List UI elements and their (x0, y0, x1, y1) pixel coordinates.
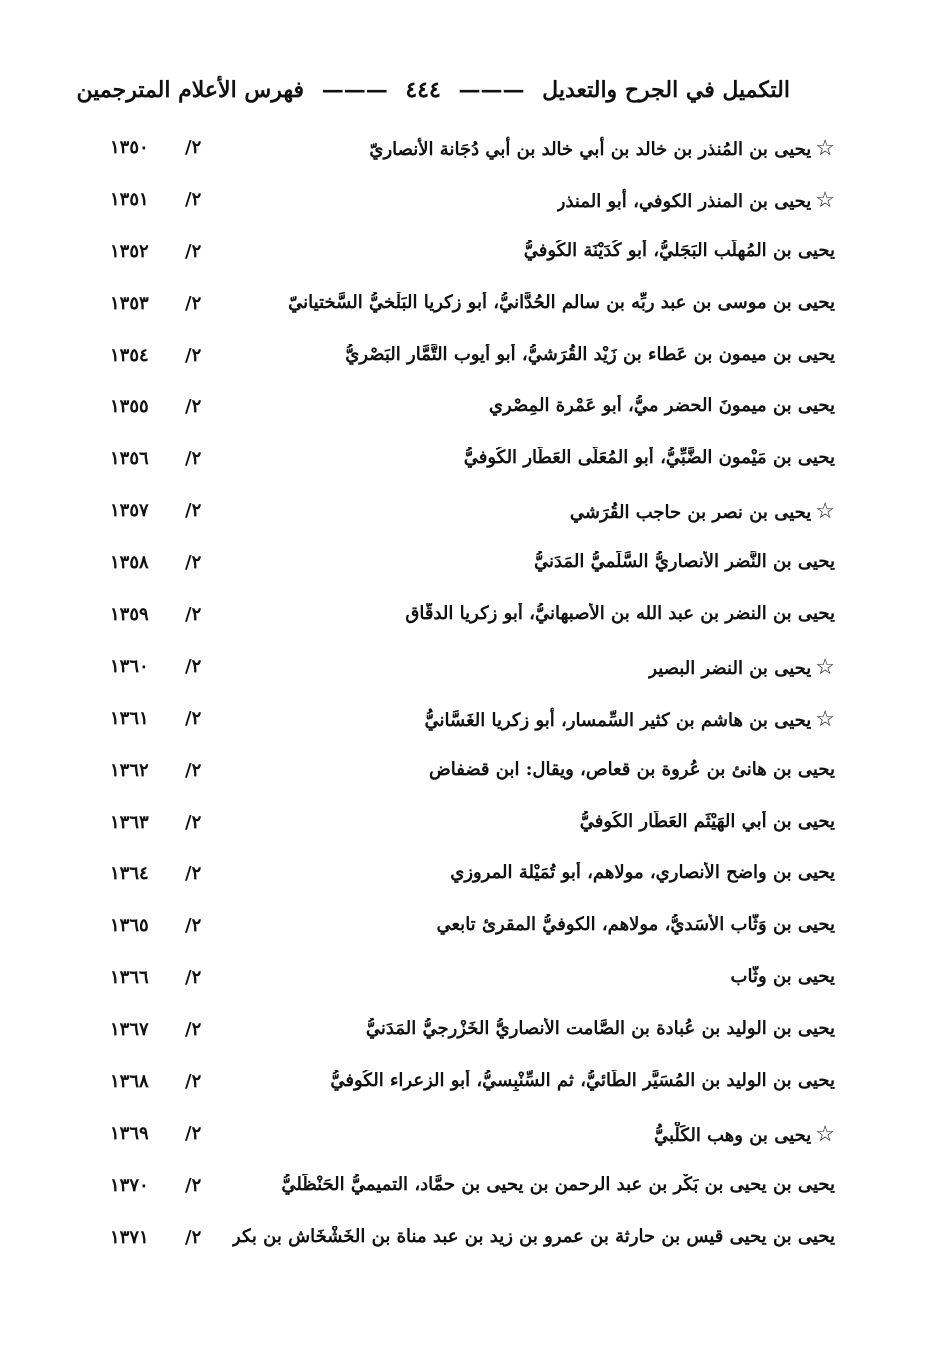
entry-name (489, 395, 835, 416)
entry-name-text: يحيى بن يحيى قيس بن حارثة بن عمرو بن زيد بن عبد مناة بن الخَشْخَاش بن بكر (232, 1225, 835, 1247)
index-entry-row (0, 439, 940, 491)
entry-name (281, 1174, 835, 1195)
entry-volume: ٢/ (185, 759, 202, 781)
index-entry-row (0, 1114, 940, 1166)
star-icon: ☆ (815, 136, 835, 161)
entry-volume: ٢/ (185, 655, 202, 677)
entry-volume: ٢/ (185, 863, 202, 885)
entry-volume: ٢/ (185, 500, 202, 522)
entry-name (405, 603, 835, 624)
entry-number: ١٣٦٣ (110, 811, 149, 833)
entry-number: ١٣٥٠ (110, 137, 149, 158)
index-entry-row (0, 699, 940, 751)
entry-volume: ٢/ (185, 1174, 202, 1196)
index-entry-row (0, 387, 940, 439)
entry-volume: ٢/ (185, 552, 202, 574)
entry-name (450, 862, 835, 883)
index-entry-row (0, 491, 940, 543)
star-icon: ☆ (815, 499, 835, 525)
entry-name (524, 240, 835, 261)
entry-number: ١٣٥٩ (110, 604, 149, 626)
header-page-number: ٤٤٤ (405, 77, 441, 103)
page-header (76, 70, 790, 110)
entry-name (464, 447, 835, 468)
index-entry-row (0, 803, 940, 855)
entry-number: ١٣٦٧ (110, 1019, 149, 1041)
entry-number: ١٣٧٠ (110, 1174, 149, 1196)
entry-number: ١٣٦٥ (110, 915, 149, 937)
entry-volume: ٢/ (185, 188, 202, 210)
entry-name (288, 292, 835, 313)
entry-volume: ٢/ (185, 811, 202, 833)
entry-name-text: يحيى بن وهب الكَلْبيُّ (654, 1124, 812, 1146)
entry-number: ١٣٥٤ (110, 344, 149, 366)
entry-name-text: يحيى بن موسى بن عبد ربِّه بن سالم الحُدَّانيُّ، أبو زكريا البَلْخيُّ السَّختيانيّ (288, 291, 835, 313)
entry-number: ١٣٦١ (110, 707, 149, 729)
header-book-title: التكميل في الجرح والتعديل (542, 77, 790, 103)
entry-name-text: يحيى بن ميمون بن عَطاء بن زَيْد القُرَشيُّ، أبو أيوب التَّمَّار البَصْريُّ (345, 343, 835, 365)
entry-number: ١٣٥٦ (110, 448, 149, 470)
entry-volume: ٢/ (185, 1226, 202, 1248)
entry-name (557, 188, 835, 213)
index-entry-row (0, 1218, 940, 1270)
entry-number: ١٣٥٢ (110, 240, 149, 262)
header-separator: ——— (458, 77, 525, 103)
entry-name-text: يحيى بن وثَّاب (730, 966, 835, 988)
entry-name-text: يحيى بن واضح الأنصاري، مولاهم، أبو تُمَيْلة المروزي (450, 862, 835, 884)
entry-volume: ٢/ (185, 292, 202, 314)
entry-name (654, 1122, 835, 1147)
index-entry-row (0, 854, 940, 906)
entry-name (534, 551, 835, 572)
index-entry-row (0, 336, 940, 388)
entry-name (425, 707, 835, 732)
entry-volume: ٢/ (185, 967, 202, 989)
entry-number: ١٣٥٨ (110, 552, 149, 574)
index-entry-row (0, 284, 940, 336)
entry-name-text: يحيى بن هاشم بن كثير السِّمسار، أبو زكريا الغَسَّانيُّ (424, 709, 812, 731)
entry-volume: ٢/ (185, 1019, 202, 1041)
entry-number: ١٣٦٨ (110, 1071, 149, 1093)
entry-volume: ٢/ (185, 137, 202, 158)
index-entry-row (0, 1062, 940, 1114)
entry-name-text: يحيى بن الوليد بن المُسَيَّر الطَّائيُّ، ثم السِّنْبِسيُّ، أبو الزعراء الكُوفيُّ (330, 1070, 835, 1092)
entry-name-text: يحيى بن النَّضر الأنصاريُّ السَّلَميُّ المَدَنيُّ (534, 551, 835, 573)
entry-volume: ٢/ (185, 604, 202, 626)
entry-name-text: يحيى بن المُهلَّب البَجَليُّ، أبو كُدَيْنَة الكُوفيُّ (523, 239, 835, 261)
entry-number: ١٣٥٣ (110, 292, 149, 314)
entry-name (429, 759, 835, 780)
entry-name-text: يحيى بن النضر البصير (648, 657, 812, 679)
index-entry-row (0, 595, 940, 647)
star-icon: ☆ (815, 187, 835, 213)
index-entry-row (0, 232, 940, 284)
entry-name-text: يحيى بن مَيْمون الضَّبِّيُّ، أبو المُعَلَّى العَطَّار الكُوفيُّ (463, 447, 835, 469)
header-separator-2: ——— (321, 77, 388, 103)
entry-volume: ٢/ (185, 1071, 202, 1093)
entry-number: ١٣٥١ (110, 188, 149, 210)
star-icon: ☆ (815, 706, 835, 732)
entry-name (345, 344, 835, 365)
entry-name-text: يحيى بن أبي الهَيْثَم العَطَّار الكُوفيُّ (579, 810, 835, 832)
index-entry-row (0, 1166, 940, 1218)
index-entry-row (0, 751, 940, 803)
entry-name (369, 136, 835, 161)
entry-name (437, 914, 836, 935)
entry-name-text: يحيى بن هانئ بن عُروة بن قعاص، ويقال: ابن قضفاض (428, 758, 835, 780)
index-entry-row (0, 543, 940, 595)
entry-number: ١٣٥٥ (110, 396, 149, 418)
entry-number: ١٣٦٤ (110, 863, 149, 885)
index-entry-row (0, 180, 940, 232)
entry-name-text: يحيى بن نصر بن حاجب القُرَشي (569, 502, 812, 524)
entry-number: ١٣٦٠ (110, 655, 149, 677)
entry-name (580, 811, 835, 832)
entry-number: ١٣٦٦ (110, 967, 149, 989)
entry-name-text: يحيى بن وَثَّاب الأَسَديُّ، مولاهم، الكوفيُّ المقرئ تابعي (436, 914, 835, 936)
entry-number: ١٣٧١ (110, 1226, 149, 1248)
index-entries-list (0, 128, 940, 1270)
entry-number: ١٣٦٢ (110, 759, 149, 781)
entry-volume: ٢/ (185, 1122, 202, 1144)
index-entry-row (0, 906, 940, 958)
entry-name (570, 499, 835, 524)
entry-name (232, 1226, 835, 1247)
entry-name-text: يحيى بن يحيى بن بَكْر بن عبد الرحمن بن يحيى بن حمَّاد، التميميُّ الحَنْظَليُّ (281, 1173, 835, 1195)
star-icon: ☆ (815, 654, 835, 680)
entry-volume: ٢/ (185, 707, 202, 729)
entry-name-text: يحيى بن المنذر الكوفي، أبو المنذر (556, 190, 812, 212)
index-entry-row (0, 647, 940, 699)
entry-name-text: يحيى بن الوليد بن عُبادة بن الصَّامت الأنصاريُّ الخَزْرجيُّ المَدَنيُّ (365, 1018, 835, 1040)
entry-name-text: يحيى بن ميمونَ الحضر ميُّ، أبو عَمْرة المِصْري (488, 395, 835, 417)
entry-name (648, 655, 835, 680)
index-entry-row (0, 128, 940, 180)
entry-name (330, 1070, 835, 1091)
header-section-title: فهرس الأعلام المترجمين (76, 77, 305, 103)
entry-name (366, 1018, 835, 1039)
entry-name (731, 966, 835, 987)
entry-volume: ٢/ (185, 915, 202, 937)
entry-volume: ٢/ (185, 448, 202, 470)
index-entry-row (0, 958, 940, 1010)
entry-name-text: يحيى بن المُنذر بن خالد بن أبي خالد بن أبي دُجَانة الأنصاريّ (369, 139, 812, 160)
index-entry-row (0, 1010, 940, 1062)
entry-volume: ٢/ (185, 344, 202, 366)
entry-name-text: يحيى بن النضر بن عبد الله بن الأصبهانيُّ، أبو زكريا الدقَّاق (405, 603, 835, 625)
entry-volume: ٢/ (185, 396, 202, 418)
entry-number: ١٣٦٩ (110, 1122, 149, 1144)
entry-number: ١٣٥٧ (110, 500, 149, 522)
star-icon: ☆ (815, 1121, 835, 1147)
entry-volume: ٢/ (185, 240, 202, 262)
